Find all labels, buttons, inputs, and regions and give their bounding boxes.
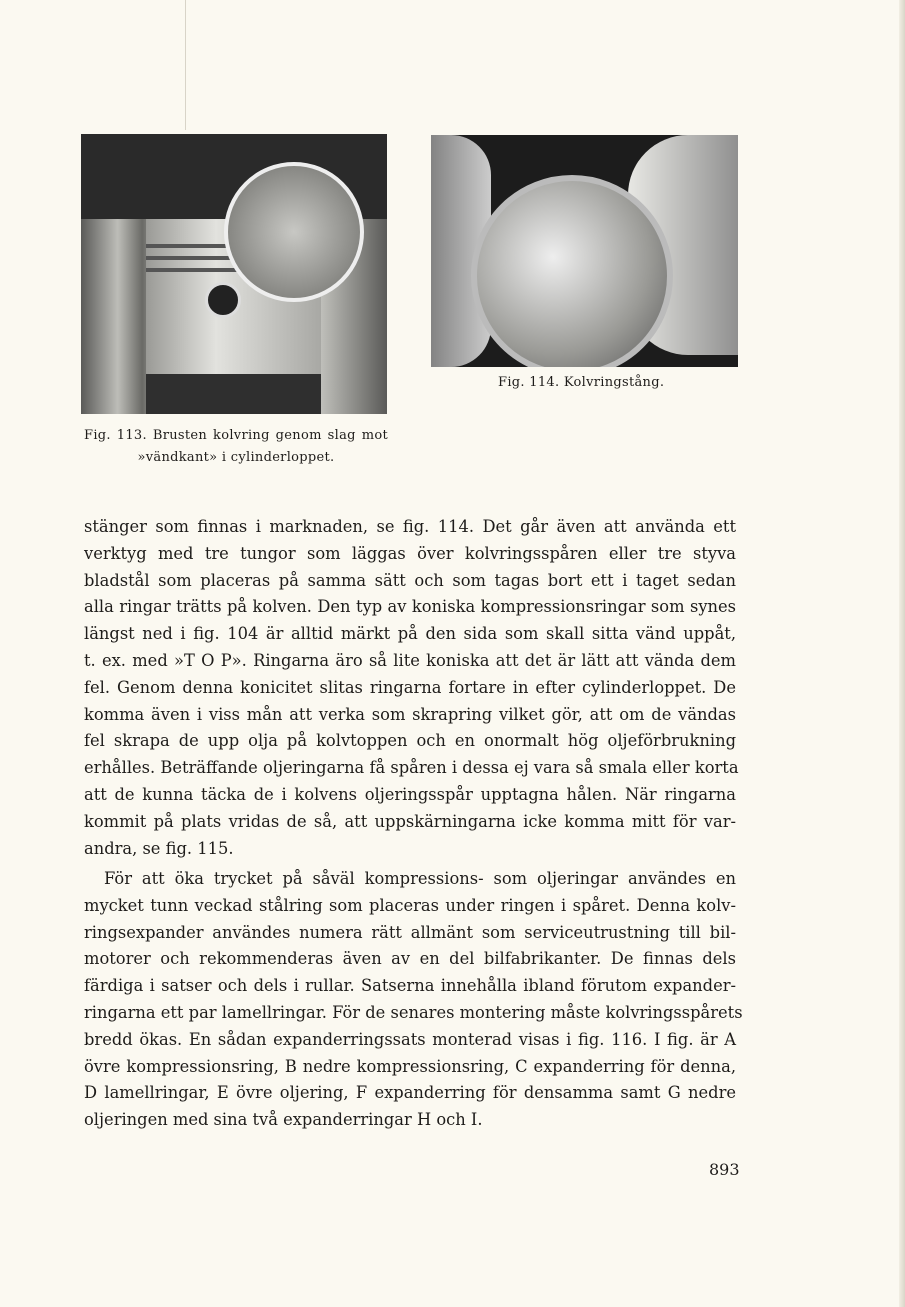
text-line: erhålles. Beträffande oljeringarna få spåren i dessa ej vara så smala eller korta — [84, 758, 739, 778]
text-line: D lamellringar, E övre oljering, F expanderring för densamma samt G nedre — [84, 1083, 736, 1103]
text-line: verktyg med tre tungor som läggas över kolvringsspåren eller tre styva — [84, 543, 736, 563]
text-line: oljeringen med sina två expanderringar H och I. — [84, 1110, 483, 1130]
paragraph-1 — [84, 514, 739, 862]
text-line: För att öka trycket på såväl kompressions- som oljeringar användes en — [104, 869, 736, 888]
text-line: motorer och rekommenderas även av en del bilfabrikanter. De finnas dels — [84, 949, 736, 969]
text-line: kommit på plats vridas de så, att uppskärningarna icke komma mitt för var- — [84, 811, 736, 831]
page-number: 893 — [709, 1160, 740, 1179]
magnifier-inset — [224, 162, 364, 302]
text-line: fel. Genom denna konicitet slitas ringarna fortare in efter cylinderloppet. De — [84, 677, 736, 697]
text-line: bladstål som placeras på samma sätt och som tagas bort ett i taget sedan — [84, 570, 736, 590]
text-line: t. ex. med »T O P». Ringarna äro så lite koniska att det är lätt att vända dem — [84, 650, 736, 670]
text-line: mycket tunn veckad stålring som placeras under ringen i spåret. Denna kolv- — [84, 895, 736, 915]
figure-114-photo-piston-ring-pliers — [431, 135, 738, 367]
text-line: ringarna ett par lamellringar. För de senares montering måste kolvringsspårets — [84, 1002, 743, 1022]
figure-113-caption-line-1: Fig. 113. Brusten kolvring genom slag mot — [84, 428, 388, 443]
text-line: längst ned i fig. 104 är alltid märkt på den sida som skall sitta vänd uppåt, — [84, 624, 736, 644]
page-crease — [185, 0, 186, 130]
text-line: fel skrapa de upp olja på kolvtoppen och en onormalt hög oljeförbrukning — [84, 731, 736, 751]
text-line: färdiga i satser och dels i rullar. Satserna innehålla ibland förutom expander- — [84, 976, 736, 996]
text-line: andra, se fig. 115. — [84, 838, 234, 858]
paragraph-2 — [84, 866, 743, 1134]
text-line: övre kompressionsring, B nedre kompressionsring, C expanderring för denna, — [84, 1056, 736, 1076]
text-line: bredd ökas. En sådan expanderringssats monterad visas i fig. 116. I fig. är A — [84, 1029, 736, 1049]
page-edge — [899, 0, 905, 1307]
figure-114-caption: Fig. 114. Kolvringstång. — [498, 375, 665, 390]
text-line: stänger som finnas i marknaden, se fig. 114. Det går även att använda ett — [84, 517, 736, 536]
figure-113-caption-line-2: »vändkant» i cylinderloppet. — [137, 450, 335, 465]
text-line: ringsexpander användes numera rätt allmänt som serviceutrustning till bil- — [84, 922, 736, 942]
figure-113-photo-broken-piston-ring — [81, 134, 387, 414]
text-line: komma även i viss mån att verka som skrapring vilket gör, att om de vändas — [84, 704, 736, 724]
text-line: att de kunna täcka de i kolvens oljeringsspår upptagna hålen. När ringarna — [84, 784, 736, 804]
text-line: alla ringar trätts på kolven. Den typ av koniska kompressionsringar som synes — [84, 597, 736, 617]
